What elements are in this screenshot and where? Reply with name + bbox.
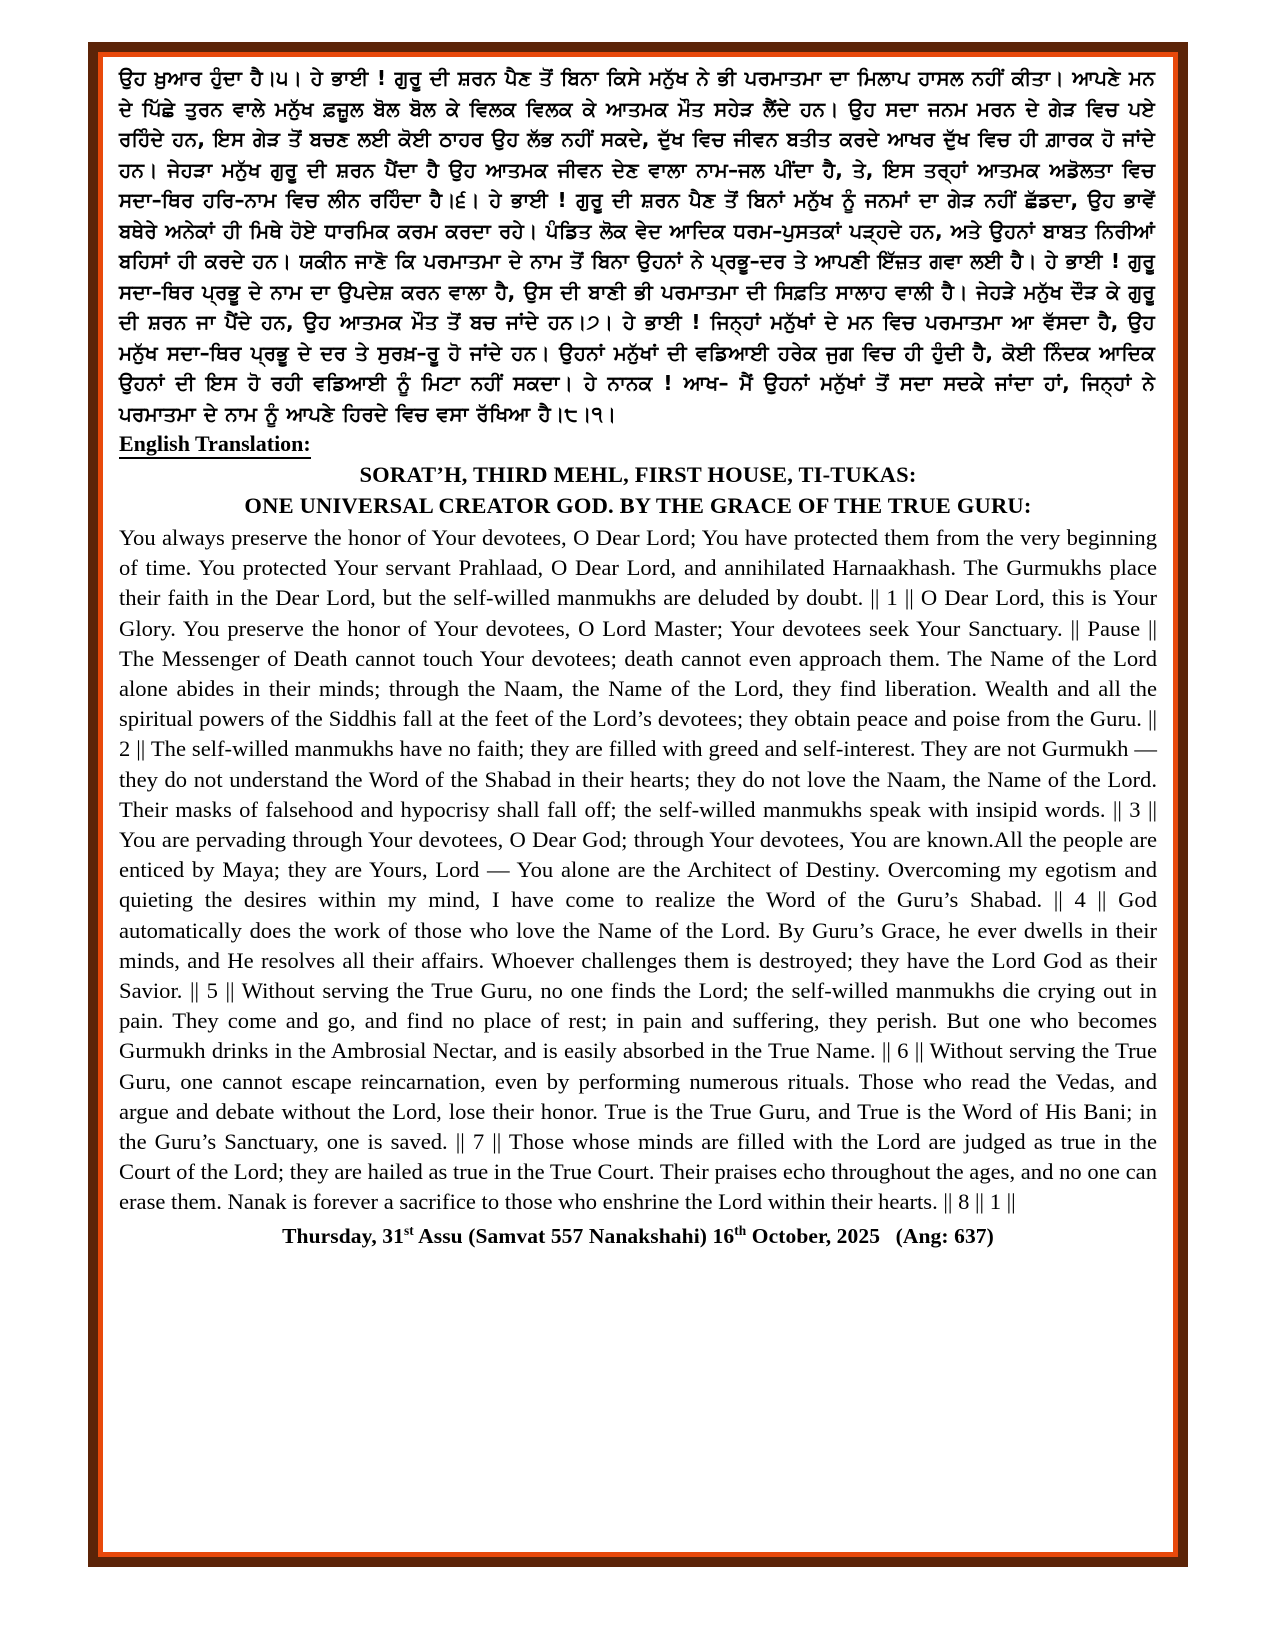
document-page-inner-border [98,52,1178,1557]
footer-date-line [117,1224,1159,1249]
footer-nanakshahi-day-suffix: st [403,1222,414,1238]
footer-nanakshahi-month: Assu (Samvat 557 Nanakshahi) [418,1223,708,1248]
footer-gregorian-rest: October, 2025 [751,1223,881,1248]
footer-gregorian-day-suffix: th [734,1222,747,1238]
raag-title-line: SORAT’H, THIRD MEHL, FIRST HOUSE, TI-TUKAS: [359,462,917,487]
english-translation-heading-text: English Translation: [119,431,311,459]
footer-gregorian-day: 16 [712,1223,735,1248]
mool-mantar-line: ONE UNIVERSAL CREATOR GOD. BY THE GRACE OF THE TRUE GURU: [244,493,1032,518]
footer-weekday: Thursday, [282,1223,377,1248]
footer-ang-number: (Ang: 637) [895,1223,994,1248]
document-page [88,42,1188,1567]
gurmukhi-translation-paragraph: ਉਹ ਖ਼ੁਆਰ ਹੁੰਦਾ ਹੈ।੫। ਹੇ ਭਾਈ ! ਗੁਰੂ ਦੀ ਸ਼ਰਨ ਪੈਣ ਤੋਂ ਬਿਨਾ ਕਿਸੇ ਮਨੁੱਖ ਨੇ ਭੀ ਪਰਮਾਤਮਾ ਦਾ ਮਿਲਾਪ ਹਾਸਲ ਨਹੀਂ ਕੀਤਾ। ਆਪਣੇ ਮਨ ਦੇ ਪਿੱਛੇ ਤੁਰਨ ਵਾਲੇ ਮਨੁੱਖ ਫ਼ਜ਼ੂਲ ਬੋਲ ਬੋਲ ਕੇ ਵਿਲਕ ਵਿਲਕ ਕੇ ਆਤਮਕ ਮੌਤ ਸਹੇੜ ਲੈਂਦੇ ਹਨ। ਉਹ ਸਦਾ ਜਨਮ ਮਰਨ ਦੇ ਗੇੜ ਵਿਚ ਪਏ ਰਹਿੰਦੇ ਹਨ, ਇਸ ਗੇੜ ਤੋਂ ਬਚਣ ਲਈ ਕੋਈ ਠਾਹਰ ਉਹ ਲੱਭ ਨਹੀਂ ਸਕਦੇ, ਦੁੱਖ ਵਿਚ ਜੀਵਨ ਬਤੀਤ ਕਰਦੇ ਆਖਰ ਦੁੱਖ ਵਿਚ ਹੀ ਗ਼ਾਰਕ ਹੋ ਜਾਂਦੇ ਹਨ। ਜੇਹੜਾ ਮਨੁੱਖ ਗੁਰੂ ਦੀ ਸ਼ਰਨ ਪੈਂਦਾ ਹੈ ਉਹ ਆਤਮਕ ਜੀਵਨ ਦੇਣ ਵਾਲਾ ਨਾਮ–ਜਲ ਪੀਂਦਾ ਹੈ, ਤੇ, ਇਸ ਤਰ੍ਹਾਂ ਆਤਮਕ ਅਡੋਲਤਾ ਵਿਚ ਸਦਾ–ਥਿਰ ਹਰਿ–ਨਾਮ ਵਿਚ ਲੀਨ ਰਹਿੰਦਾ ਹੈ।੬। ਹੇ ਭਾਈ ! ਗੁਰੂ ਦੀ ਸ਼ਰਨ ਪੈਣ ਤੋਂ ਬਿਨਾਂ ਮਨੁੱਖ ਨੂੰ ਜਨਮਾਂ ਦਾ ਗੇੜ ਨਹੀਂ ਛੱਡਦਾ, ਉਹ ਭਾਵੇਂ ਬਥੇਰੇ ਅਨੇਕਾਂ ਹੀ ਮਿਥੇ ਹੋਏ ਧਾਰਮਿਕ ਕਰਮ ਕਰਦਾ ਰਹੇ। ਪੰਡਿਤ ਲੋਕ ਵੇਦ ਆਦਿਕ ਧਰਮ–ਪੁਸਤਕਾਂ ਪੜ੍ਹਦੇ ਹਨ, ਅਤੇ ਉਹਨਾਂ ਬਾਬਤ ਨਿਰੀਆਂ ਬਹਿਸਾਂ ਹੀ ਕਰਦੇ ਹਨ। ਯਕੀਨ ਜਾਣੋ ਕਿ ਪਰਮਾਤਮਾ ਦੇ ਨਾਮ ਤੋਂ ਬਿਨਾ ਉਹਨਾਂ ਨੇ ਪ੍ਰਭੂ–ਦਰ ਤੇ ਆਪਣੀ ਇੱਜ਼ਤ ਗਵਾ ਲਈ ਹੈ। ਹੇ ਭਾਈ ! ਗੁਰੂ ਸਦਾ–ਥਿਰ ਪ੍ਰਭੂ ਦੇ ਨਾਮ ਦਾ ਉਪਦੇਸ਼ ਕਰਨ ਵਾਲਾ ਹੈ, ਉਸ ਦੀ ਬਾਣੀ ਭੀ ਪਰਮਾਤਮਾ ਦੀ ਸਿਫ਼ਤਿ ਸਾਲਾਹ ਵਾਲੀ ਹੈ। ਜੇਹੜੇ ਮਨੁੱਖ ਦੌੜ ਕੇ ਗੁਰੂ ਦੀ ਸ਼ਰਨ ਜਾ ਪੈਂਦੇ ਹਨ, ਉਹ ਆਤਮਕ ਮੌਤ ਤੋਂ ਬਚ ਜਾਂਦੇ ਹਨ।੭। ਹੇ ਭਾਈ ! ਜਿਨ੍ਹਾਂ ਮਨੁੱਖਾਂ ਦੇ ਮਨ ਵਿਚ ਪਰਮਾਤਮਾ ਆ ਵੱਸਦਾ ਹੈ, ਉਹ ਮਨੁੱਖ ਸਦਾ–ਥਿਰ ਪ੍ਰਭੂ ਦੇ ਦਰ ਤੇ ਸੁਰਖ਼–ਰੂ ਹੋ ਜਾਂਦੇ ਹਨ। ਉਹਨਾਂ ਮਨੁੱਖਾਂ ਦੀ ਵਡਿਆਈ ਹਰੇਕ ਜੁਗ ਵਿਚ ਹੀ ਹੁੰਦੀ ਹੈ, ਕੋਈ ਨਿੰਦਕ ਆਦਿਕ ਉਹਨਾਂ ਦੀ ਇਸ ਹੋ ਰਹੀ ਵਡਿਆਈ ਨੂੰ ਮਿਟਾ ਨਹੀਂ ਸਕਦਾ। ਹੇ ਨਾਨਕ ! ਆਖ– ਮੈਂ ਉਹਨਾਂ ਮਨੁੱਖਾਂ ਤੋਂ ਸਦਾ ਸਦਕੇ ਜਾਂਦਾ ਹਾਂ, ਜਿਨ੍ਹਾਂ ਨੇ ਪਰਮਾਤਮਾ ਦੇ ਨਾਮ ਨੂੰ ਆਪਣੇ ਹਿਰਦੇ ਵਿਚ ਵਸਾ ਰੱਖਿਆ ਹੈ।੮।੧। [119,66,1155,426]
footer-nanakshahi-day: 31 [382,1223,404,1248]
english-translation-body: You always preserve the honor of Your devotees, O Dear Lord; You have protected them from the very beginning of time. You protected Your servant Prahlaad, O Dear Lord, and annihilated Harnaakhash. The Gurmukhs place their faith in the Dear Lord, but the self-willed manmukhs are deluded by doubt. || 1 || O Dear Lord, this is Your Glory. You preserve the honor of Your devotees, O Lord Master; Your devotees seek Your Sanctuary. || Pause || The Messenger of Death cannot touch Your devotees; death cannot even approach them. The Name of the Lord alone abides in their minds; through the Naam, the Name of the Lord, they find liberation. Wealth and all the spiritual powers of the Siddhis fall at the feet of the Lord’s devotees; they obtain peace and poise from the Guru. || 2 || The self-willed manmukhs have no faith; they are filled with greed and self-interest. They are not Gurmukh — they do not understand the Word of the Shabad in their hearts; they do not love the Naam, the Name of the Lord. Their masks of falsehood and hypocrisy shall fall off; the self-willed manmukhs speak with insipid words. || 3 || You are pervading through Your devotees, O Dear God; through Your devotees, You are known.All the people are enticed by Maya; they are Yours, Lord — You alone are the Architect of Destiny. Overcoming my egotism and quieting the desires within my mind, I have come to realize the Word of the Guru’s Shabad. || 4 || God automatically does the work of those who love the Name of the Lord. By Guru’s Grace, he ever dwells in their minds, and He resolves all their affairs. Whoever challenges them is destroyed; they have the Lord God as their Savior. || 5 || Without serving the True Guru, no one finds the Lord; the self-willed manmukhs die crying out in pain. They come and go, and find no place of rest; in pain and suffering, they perish. But one who becomes Gurmukh drinks in the Ambrosial Nectar, and is easily absorbed in the True Name. || 6 || Without serving the True Guru, one cannot escape reincarnation, even by performing numerous rituals. Those who read the Vedas, and argue and debate without the Lord, lose their honor. True is the True Guru, and True is the Word of His Bani; in the Guru’s Sanctuary, one is saved. || 7 || Those whose minds are filled with the Lord are judged as true in the Court of the Lord; they are hailed as true in the True Court. Their praises echo throughout the ages, and no one can erase them. Nanak is forever a sacrifice to those who enshrine the Lord within their hearts. || 8 || 1 || [119,525,1157,1215]
english-translation-heading [119,431,1159,457]
